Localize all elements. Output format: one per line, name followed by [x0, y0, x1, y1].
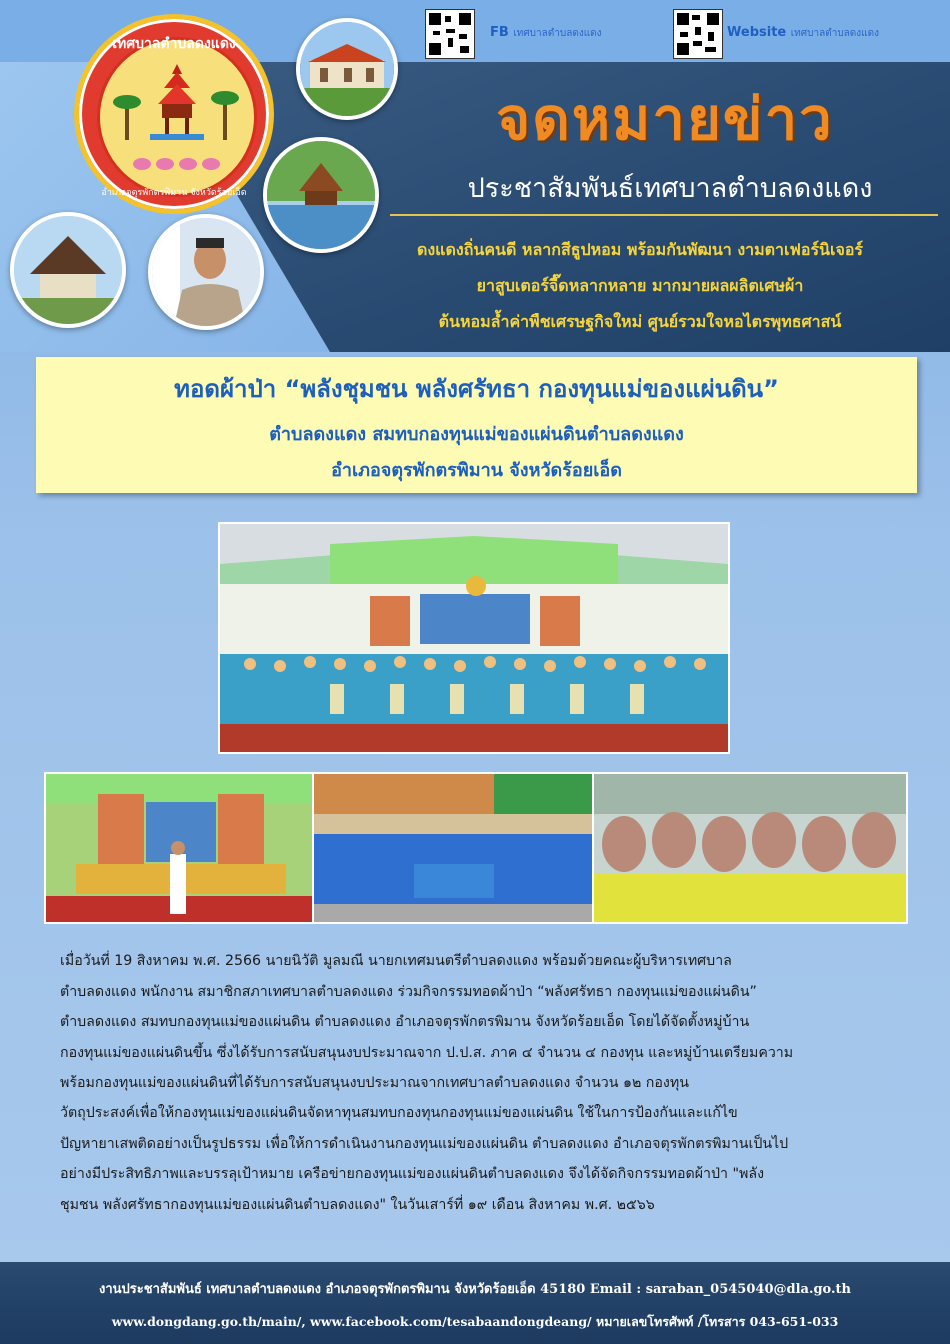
- body-paragraph-2: [60, 1098, 908, 1220]
- motto-line-2: ยาสูบเตอร์จี๊ดหลากหลาย มากมายผลผลิตเศษผ้า: [476, 276, 804, 295]
- newsletter-subtitle: ประชาสัมพันธ์เทศบาลตำบลดงแดง: [467, 173, 873, 204]
- palm-tree-icon: [112, 90, 142, 140]
- footer-contact-line: งานประชาสัมพันธ์ เทศบาลตำบลดงแดง อำเภอจตุรพักตรพิมาน จังหวัดร้อยเอ็ด 45180 Email : saraban_0545040@dla.go.th: [99, 1282, 851, 1297]
- qr-code-facebook: [425, 9, 475, 59]
- logo-inner-ring: [97, 37, 257, 197]
- website-name: เทศบาลตำบลดงแดง: [790, 28, 879, 39]
- qr-code-website: [673, 9, 723, 59]
- headline-box: [36, 357, 917, 493]
- photo-group-banner: [312, 772, 594, 924]
- facebook-label[interactable]: [490, 25, 602, 41]
- website-label[interactable]: [727, 25, 879, 41]
- p1-line-3: ตำบลดงแดง สมทบกองทุนแม่ของแผ่นดิน ตำบลดงแดง อำเภอจตุรพักตรพิมาน จังหวัดร้อยเอ็ด โดยได้จัดตั้งหมู่บ้าน: [60, 1014, 750, 1030]
- p1-line-2: ตำบลดงแดง พนักงาน สมาชิกสภาเทศบาลตำบลดงแดง ร่วมกิจกรรมทอดผ้าป่า “พลังศรัทธา กองทุนแม่ของแผ่นดิน”: [60, 983, 757, 1000]
- photo-temple-pond: [263, 137, 379, 253]
- p2-line-1: วัตถุประสงค์เพื่อให้กองทุนแม่ของแผ่นดินจัดหาทุนสมทบกองทุนกองทุนแม่ของแผ่นดิน ใช้ในการป้องกันและแก้ไข: [60, 1105, 738, 1121]
- photo-speaker: [44, 772, 314, 924]
- logo-bottom-text: อำเภอจตุรพักตรพิมาน จังหวัดร้อยเอ็ด: [101, 188, 247, 198]
- p1-line-4: กองทุนแม่ของแผ่นดินขึ้น ซึ่งได้รับการสนับสนุนงบประมาณจาก ป.ป.ส. ภาค ๔ จำนวน ๔ กองทุน และหมู่บ้านเตรียมความ: [60, 1044, 794, 1061]
- photo-offering-trees: [592, 772, 908, 924]
- p2-line-2: ปัญหายาเสพติดอย่างเป็นรูปธรรม เพื่อให้การดำเนินงานกองทุนแม่ของแผ่นดิน ตำบลดงแดง อำเภอจตุรพักตรพิมานเป็นไป: [60, 1135, 789, 1152]
- photo-office-building: [296, 18, 398, 120]
- p1-line-1: เมื่อวันที่ 19 สิงหาคม พ.ศ. 2566 นายนิวัติ มูลมณี นายกเทศมนตรีตำบลดงแดง พร้อมด้วยคณะผู้บริหารเทศบาล: [60, 953, 732, 969]
- title-rule: [390, 214, 938, 216]
- fb-text: FB: [490, 25, 509, 40]
- photo-old-temple: [10, 212, 126, 328]
- municipality-logo: [74, 14, 274, 214]
- palm-tree-icon-right: [210, 86, 240, 140]
- motto-line-1: ดงแดงถิ่นคนดี หลากสีธูปหอม พร้อมกันพัฒนา งามตาเฟอร์นิเจอร์: [416, 240, 864, 259]
- headline-line-2: ตำบลดงแดง สมทบกองทุนแม่ของแผ่นดินตำบลดงแดง: [269, 424, 684, 445]
- logo-top-text: เทศบาลตำบลดงแดง: [112, 36, 236, 52]
- website-text: Website: [727, 25, 787, 40]
- footer-links-line[interactable]: www.dongdang.go.th/main/, www.facebook.com/tesabaandongdeang/ หมายเลขโทรศัพท์ /โทรสาร 043-651-033: [111, 1314, 839, 1329]
- motto-line-3: ต้นหอมล้ำค่าพืชเศรษฐกิจใหม่ ศูนย์รวมใจหอไตรพุทธศาสน์: [438, 312, 842, 331]
- photo-group-ceremony: [218, 522, 730, 754]
- fb-name: เทศบาลตำบลดงแดง: [513, 28, 602, 39]
- p2-line-4: ชุมชน พลังศรัทธากองทุนแม่ของแผ่นดินตำบลดงแดง" ในวันเสาร์ที่ ๑๙ เดือน สิงหาคม พ.ศ. ๒๕๖๖: [60, 1196, 655, 1213]
- p1-line-5: พร้อมกองทุนแม่ของแผ่นดินที่ได้รับการสนับสนุนงบประมาณจากเทศบาลตำบลดงแดง จำนวน ๑๒ กองทุน: [60, 1075, 689, 1091]
- pagoda-emblem: [150, 62, 204, 146]
- headline-line-1: ทอดผ้าป่า “พลังชุมชน พลังศรัทธา กองทุนแม่ของแผ่นดิน”: [174, 375, 779, 403]
- footer-band: [0, 1262, 950, 1344]
- lotus-row-icon: [130, 152, 224, 172]
- photo-mayor-portrait: [148, 214, 264, 330]
- headline-line-3: อำเภอจตุรพักตรพิมาน จังหวัดร้อยเอ็ด: [331, 460, 622, 481]
- p2-line-3: อย่างมีประสิทธิภาพและบรรลุเป้าหมาย เครือข่ายกองทุนแม่ของแผ่นดินตำบลดงแดง จึงได้จัดกิจกรรมทอดผ้าป่า "พลัง: [60, 1166, 765, 1182]
- newsletter-title: จดหมายข่าว: [496, 85, 834, 153]
- body-paragraph-1: [60, 946, 908, 1099]
